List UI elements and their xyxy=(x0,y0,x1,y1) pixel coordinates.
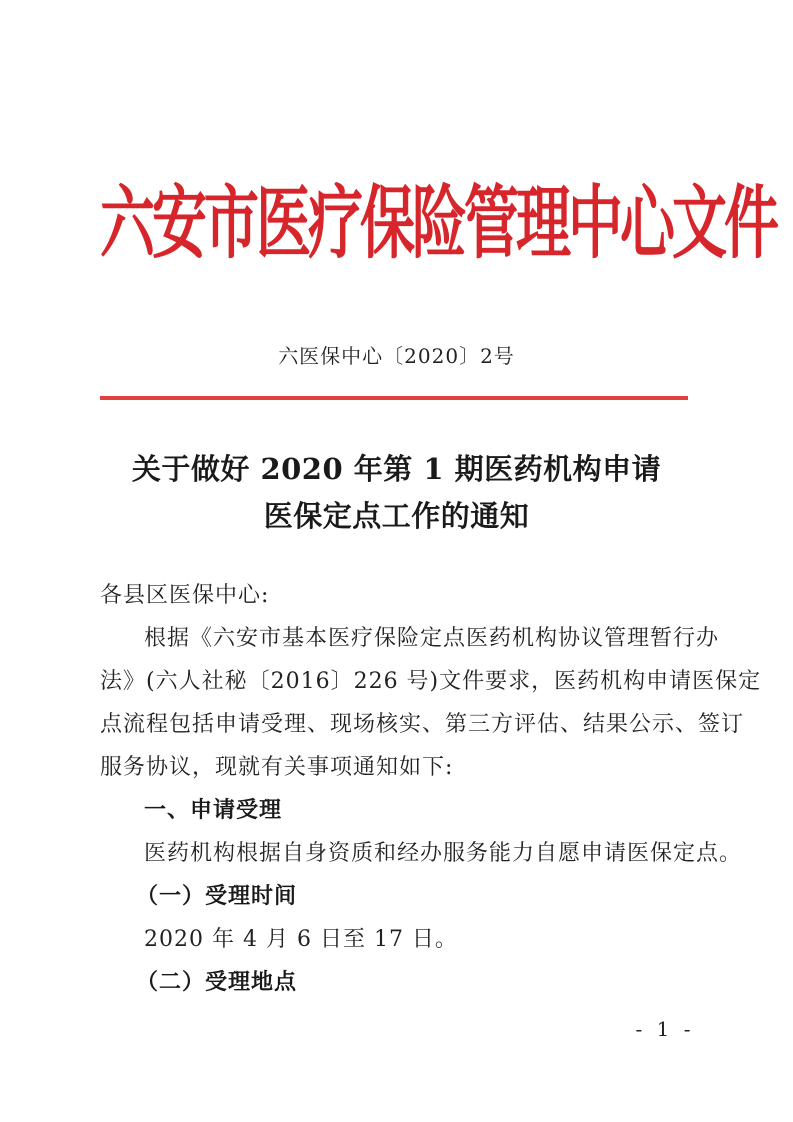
subsection-2-heading: （二）受理地点 xyxy=(136,969,298,995)
paragraph-1-line-4: 服务协议，现就有关事项通知如下: xyxy=(100,755,454,780)
red-divider-line xyxy=(100,396,688,400)
page-number: - 1 - xyxy=(635,1017,695,1041)
subsection-1-text: 2020 年 4 月 6 日至 17 日。 xyxy=(144,927,458,952)
paragraph-1-line-1: 根据《六安市基本医疗保险定点医药机构协议管理暂行办 xyxy=(144,626,720,651)
paragraph-1-line-2: 法》(六人社秘〔2016〕226 号)文件要求，医药机构申请医保定 xyxy=(100,669,762,694)
document-number: 六医保中心〔2020〕2号 xyxy=(278,344,515,368)
salutation: 各县区医保中心: xyxy=(100,583,270,608)
subsection-1-heading: （一）受理时间 xyxy=(136,883,298,909)
notice-title-line-2: 医保定点工作的通知 xyxy=(263,499,530,533)
agency-header-title: 六安市医疗保险管理中心文件 xyxy=(100,176,777,270)
section-1-heading: 一、申请受理 xyxy=(144,797,283,823)
notice-title-line-1: 关于做好 2020 年第 1 期医药机构申请 xyxy=(131,452,662,486)
paragraph-1-line-3: 点流程包括申请受理、现场核实、第三方评估、结果公示、签订 xyxy=(100,712,745,737)
section-1-text: 医药机构根据自身资质和经办服务能力自愿申请医保定点。 xyxy=(144,841,743,866)
